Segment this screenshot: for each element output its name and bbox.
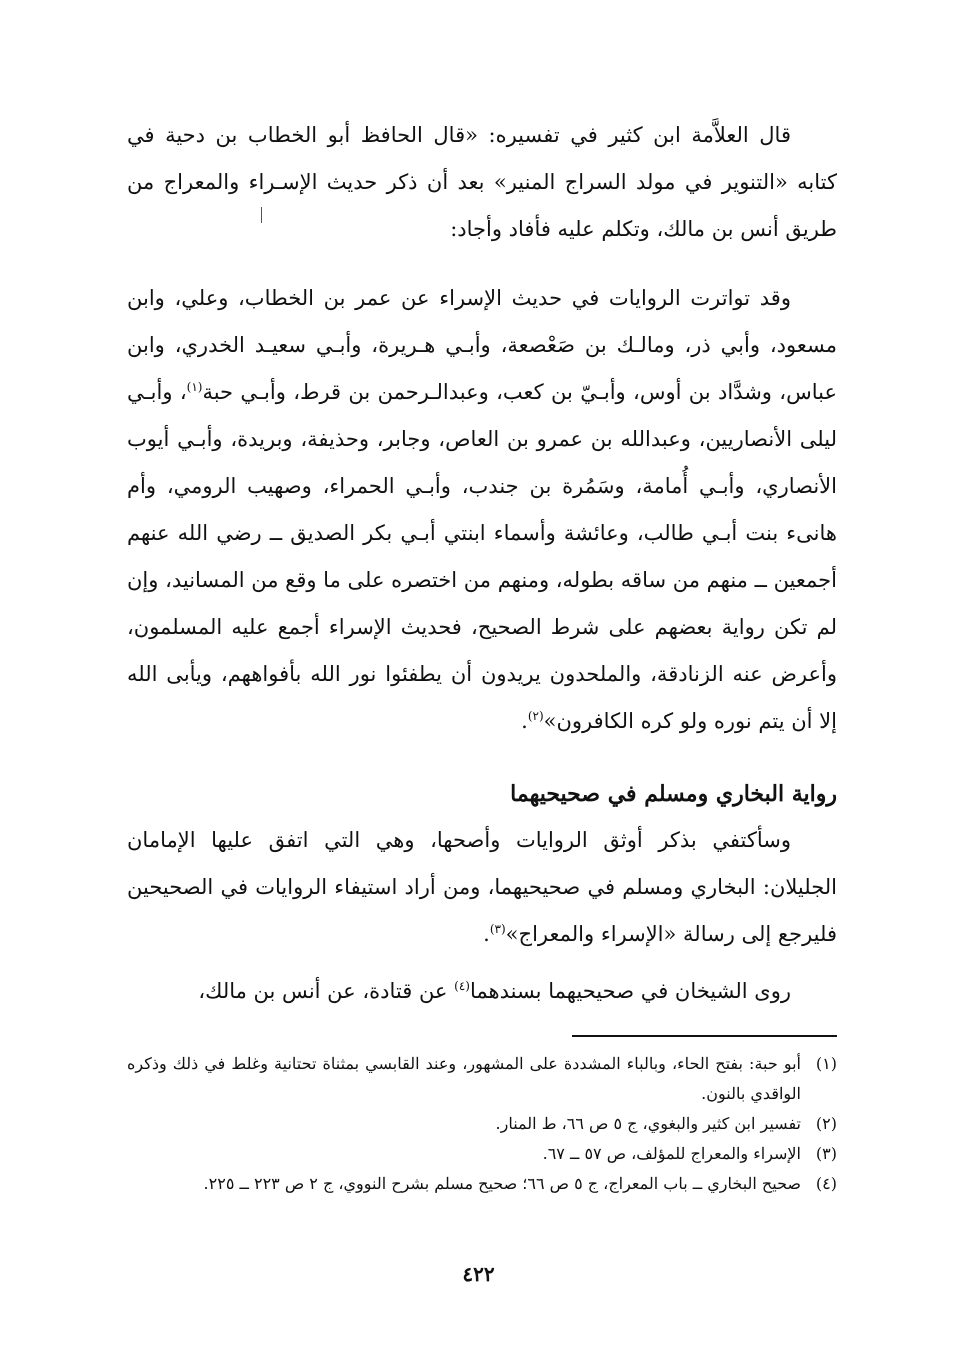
footnote-text: صحيح البخاري ــ باب المعراج، ج ٥ ص ٦٦؛ صحيح مسلم بشرح النووي، ج ٢ ص ٢٢٣ ــ ٢٢٥. xyxy=(203,1174,801,1193)
shaykhan-paragraph xyxy=(127,968,837,1015)
sahih-paragraph xyxy=(127,817,837,958)
narrators-text-end: . xyxy=(521,709,528,733)
footnote-text: تفسير ابن كثير والبغوي، ج ٥ ص ٦٦، ط المنار. xyxy=(495,1114,801,1133)
narrators-paragraph xyxy=(127,275,837,745)
footnote-2 xyxy=(127,1109,837,1139)
sahih-text-end: . xyxy=(483,922,490,946)
footnote-ref-4[interactable]: (٤) xyxy=(454,979,470,993)
shaykhan-text-part1: روى الشيخان في صحيحيهما بسندهما xyxy=(469,979,791,1003)
narrators-text-part2: ، وأبـي ليلى الأنصاريين، وعبدالله بن عمرو بن العاص، وجابر، وحذيفة، وبريدة، وأبـي أيوب الأنصاري، وأبـي أُمامة، وسَمُرة بن جندب، وأبـي الحمراء، وصهيب الرومي، وأم هانىء بنت أبـي طالب، وعائشة وأسماء ابنتي أبـي بكر الصديق ــ رضي الله عنهم أجمعين ــ منهم من ساقه بطوله، ومنهم من اختصره على ما وقع من المسانيد، وإن لم تكن رواية بعضهم على شرط الصحيح، فحديث الإسراء أجمع عليه المسلمون، وأعرض عنه الزنادقة، والملحدون يريدون أن يطفئوا نور الله بأفواههم، ويأبى الله إلا أن يتم نوره ولو كره الكافرون» xyxy=(127,380,837,733)
shaykhan-text-part2: عن قتادة، عن أنس بن مالك، xyxy=(198,979,455,1003)
page-number: ٤٢٢ xyxy=(462,1262,495,1286)
footnote-4 xyxy=(127,1169,837,1199)
footnote-separator xyxy=(572,1035,837,1037)
footnotes-section xyxy=(127,1049,837,1199)
footnote-text: الإسراء والمعراج للمؤلف، ص ٥٧ ــ ٦٧. xyxy=(542,1144,801,1163)
section-heading: رواية البخاري ومسلم في صحيحيهما xyxy=(510,781,837,807)
footnote-1 xyxy=(127,1049,837,1109)
sahih-text: وسأكتفي بذكر أوثق الروايات وأصحها، وهي التي اتفق عليها الإمامان الجليلان: البخاري ومسلم في صحيحيهما، ومن أراد استيفاء الروايات في الصحيحين فليرجع إلى رسالة «الإسراء والمعراج» xyxy=(127,828,837,946)
footnote-number: (٣) xyxy=(815,1144,837,1163)
footnote-ref-1[interactable]: (١) xyxy=(186,380,203,394)
footnote-ref-2[interactable]: (٢) xyxy=(527,709,544,723)
footnote-number: (١) xyxy=(815,1054,837,1073)
footnote-number: (٢) xyxy=(815,1114,837,1133)
footnote-text: أبو حبة: بفتح الحاء، وبالباء المشددة على المشهور، وعند القابسي بمثناة تحتانية وغلط في ذلك وذكره الواقدي بالنون. xyxy=(127,1054,801,1103)
footnote-ref-3[interactable]: (٣) xyxy=(489,922,506,936)
narrators-text-part1: وقد تواترت الروايات في حديث الإسراء عن عمر بن الخطاب، وعلي، وابن مسعود، وأبي ذر، ومالـك بن صَعْصعة، وأبـي هـريرة، وأبـي سعيـد الخدري، وابن عباس، وشدَّاد بن أوس، وأبـيّ بن كعب، وعبدالـرحمن بن قرط، وأبـي حبة xyxy=(127,286,837,404)
footnote-3 xyxy=(127,1139,837,1169)
footnote-number: (٤) xyxy=(815,1174,837,1193)
intro-paragraph: قال العلاَّمة ابن كثير في تفسيره: «قال الحافظ أبو الخطاب بن دحية في كتابه «التنوير في مولد السراج المنير» بعد أن ذكر حديث الإسـراء والمعراج من طريق أنس بن مالك، وتكلم عليه فأفاد وأجاد: xyxy=(127,123,837,241)
page-body xyxy=(127,112,837,1199)
